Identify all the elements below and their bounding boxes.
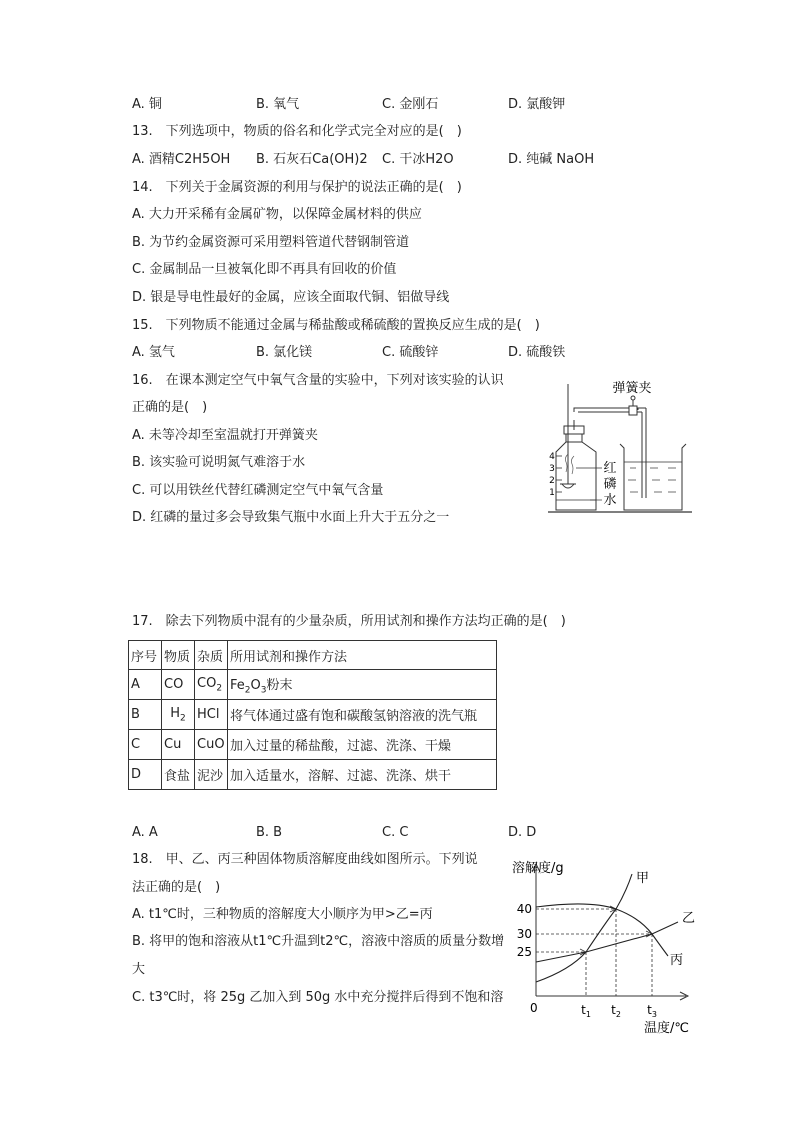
q13-option-d[interactable]: D. 纯碱 NaOH bbox=[508, 152, 595, 167]
spring-clamp-icon bbox=[629, 396, 637, 415]
q16-option-a[interactable]: A. 未等冷却至室温就打开弹簧夹 bbox=[132, 428, 318, 443]
formula-part: 粉末 bbox=[266, 677, 293, 693]
table-cell-impurity: CuO bbox=[195, 730, 228, 760]
table-row bbox=[129, 760, 497, 790]
table-cell-impurity bbox=[195, 670, 228, 700]
scale-mark-1: 1 bbox=[549, 488, 555, 498]
q15-options bbox=[132, 343, 652, 363]
q16-option-d[interactable]: D. 红磷的量过多会导致集气瓶中水面上升大于五分之一 bbox=[132, 510, 450, 525]
chart-curves bbox=[536, 874, 678, 982]
formula-sub: 2 bbox=[244, 685, 251, 696]
series-label-bing: 丙 bbox=[670, 953, 684, 968]
table-cell-id: A bbox=[129, 670, 162, 700]
chart-axes bbox=[532, 864, 688, 1000]
table-cell-substance bbox=[162, 700, 195, 730]
water-label: 水 bbox=[603, 493, 617, 508]
table-header-cell: 物质 bbox=[162, 641, 195, 670]
smoke-icon bbox=[571, 456, 574, 474]
q16-stem-line1: 16. 在课本测定空气中氧气含量的实验中，下列对该实验的认识 bbox=[132, 373, 504, 388]
y-axis-label: 溶解度/g bbox=[512, 861, 564, 876]
q16-option-c[interactable]: C. 可以用铁丝代替红磷测定空气中氧气含量 bbox=[132, 483, 384, 498]
q17-table bbox=[128, 640, 497, 790]
q17-stem: 17. 除去下列物质中混有的少量杂质，所用试剂和操作方法均正确的是( ) bbox=[132, 614, 566, 629]
formula-main: H bbox=[170, 705, 181, 721]
q16-option-b[interactable]: B. 该实验可说明氮气难溶于水 bbox=[132, 455, 306, 470]
chart-labels bbox=[512, 860, 695, 1036]
formula-main: CO bbox=[197, 675, 217, 691]
curve-yi bbox=[536, 922, 678, 962]
clamp-label: 弹簧夹 bbox=[612, 381, 652, 396]
formula-sub: 3 bbox=[260, 685, 267, 696]
q13-option-a[interactable]: A. 酒精C2H5OH bbox=[132, 152, 231, 167]
q12-options bbox=[132, 95, 652, 115]
q18-option-a[interactable]: A. t1℃时，三种物质的溶解度大小顺序为甲>乙=丙 bbox=[132, 907, 433, 922]
table-cell-id: B bbox=[129, 700, 162, 730]
q12-option-b[interactable]: B. 氧气 bbox=[256, 97, 300, 112]
table-cell-id: C bbox=[129, 730, 162, 760]
table-cell-method: 将气体通过盛有饱和碳酸氢钠溶液的洗气瓶 bbox=[228, 700, 497, 730]
table-row bbox=[129, 670, 497, 700]
connecting-tube bbox=[574, 408, 638, 412]
table-header-cell: 杂质 bbox=[195, 641, 228, 670]
q15-stem: 15. 下列物质不能通过金属与稀盐酸或稀硫酸的置换反应生成的是( ) bbox=[132, 318, 540, 333]
x-tick-label: $t_3$ bbox=[647, 1003, 657, 1019]
q17-option-c[interactable]: C. C bbox=[382, 825, 409, 840]
q18-option-b-line2[interactable]: 大 bbox=[132, 962, 146, 977]
q12-option-c[interactable]: C. 金刚石 bbox=[382, 97, 439, 112]
beaker-water bbox=[624, 462, 682, 492]
q13-option-b[interactable]: B. 石灰石Ca(OH)2 bbox=[256, 152, 368, 167]
beaker bbox=[620, 444, 686, 510]
y-tick-label: 40 bbox=[516, 902, 532, 916]
scale-mark-3: 3 bbox=[549, 464, 555, 474]
gas-bottle bbox=[556, 384, 638, 510]
q14-option-c[interactable]: C. 金属制品一旦被氧化即不再具有回收的价值 bbox=[132, 262, 397, 277]
series-label-yi: 乙 bbox=[682, 911, 696, 926]
q15-option-b[interactable]: B. 氯化镁 bbox=[256, 345, 313, 360]
phosphorus-label-2: 磷 bbox=[603, 477, 617, 492]
scale-ticks bbox=[556, 456, 562, 492]
table-cell-id: D bbox=[129, 760, 162, 790]
table-cell-method: 加入过量的稀盐酸，过滤、洗涤、干燥 bbox=[228, 730, 497, 760]
q12-option-a[interactable]: A. 铜 bbox=[132, 97, 162, 112]
x-tick-label: $t_2$ bbox=[611, 1003, 621, 1019]
q14-option-d[interactable]: D. 银是导电性最好的金属，应该全面取代铜、铝做导线 bbox=[132, 290, 450, 305]
formula-sub: 2 bbox=[216, 683, 223, 694]
q14-option-a[interactable]: A. 大力开采稀有金属矿物，以保障金属材料的供应 bbox=[132, 207, 422, 222]
table-cell-substance: CO bbox=[162, 670, 195, 700]
q16-apparatus-diagram bbox=[540, 372, 700, 522]
q14-option-b[interactable]: B. 为节约金属资源可采用塑料管道代替钢制管道 bbox=[132, 235, 410, 250]
table-header-cell: 所用试剂和操作方法 bbox=[228, 641, 497, 670]
table-cell-substance: Cu bbox=[162, 730, 195, 760]
y-tick-label: 30 bbox=[516, 927, 532, 941]
q15-option-a[interactable]: A. 氢气 bbox=[132, 345, 175, 360]
table-cell-impurity: 泥沙 bbox=[195, 760, 228, 790]
q18-stem-line1: 18. 甲、乙、丙三种固体物质溶解度曲线如图所示。下列说 bbox=[132, 852, 478, 867]
q15-option-d[interactable]: D. 硫酸铁 bbox=[508, 345, 566, 360]
table-row bbox=[129, 730, 497, 760]
table-cell-method bbox=[228, 670, 497, 700]
formula-part: Fe bbox=[230, 677, 245, 693]
q13-stem: 13. 下列选项中，物质的俗名和化学式完全对应的是( ) bbox=[132, 124, 462, 139]
q15-option-c[interactable]: C. 硫酸锌 bbox=[382, 345, 439, 360]
q17-option-b[interactable]: B. B bbox=[256, 825, 283, 840]
q18-option-c[interactable]: C. t3℃时，将 25g 乙加入到 50g 水中充分搅拌后得到不饱和溶 bbox=[132, 990, 504, 1005]
formula-part: O bbox=[250, 677, 261, 693]
q17-option-a[interactable]: A. A bbox=[132, 825, 158, 840]
q16-stem-line2: 正确的是( ) bbox=[132, 400, 208, 415]
q18-stem-line2: 法正确的是( ) bbox=[132, 880, 221, 895]
q13-options bbox=[132, 150, 652, 170]
q17-options bbox=[132, 823, 652, 843]
origin-label: 0 bbox=[530, 1001, 538, 1015]
q14-stem: 14. 下列关于金属资源的利用与保护的说法正确的是( ) bbox=[132, 180, 462, 195]
q13-option-c[interactable]: C. 干冰H2O bbox=[382, 152, 454, 167]
solubility-chart bbox=[510, 852, 700, 1038]
table-header-row bbox=[129, 641, 497, 670]
q18-option-b-line1[interactable]: B. 将甲的饱和溶液从t1℃升温到t2℃，溶液中溶质的质量分数增 bbox=[132, 934, 505, 949]
table-cell-impurity: HCl bbox=[195, 700, 228, 730]
series-label-jia: 甲 bbox=[636, 871, 650, 886]
q12-option-d[interactable]: D. 氯酸钾 bbox=[508, 97, 566, 112]
scale-mark-2: 2 bbox=[549, 476, 555, 486]
x-tick-label: $t_1$ bbox=[581, 1003, 591, 1019]
x-axis-label: 温度/℃ bbox=[644, 1021, 689, 1036]
scale-mark-4: 4 bbox=[549, 452, 555, 462]
phosphorus-label-1: 红 bbox=[603, 461, 617, 476]
curve-jia bbox=[536, 874, 632, 982]
formula-sub: 2 bbox=[180, 713, 186, 724]
table-header-cell: 序号 bbox=[129, 641, 162, 670]
table-row bbox=[129, 700, 497, 730]
q17-option-d[interactable]: D. D bbox=[508, 825, 537, 840]
table-cell-method: 加入适量水，溶解、过滤、洗涤、烘干 bbox=[228, 760, 497, 790]
table-cell-substance: 食盐 bbox=[162, 760, 195, 790]
chart-guides bbox=[536, 906, 652, 996]
y-tick-label: 25 bbox=[516, 945, 532, 959]
